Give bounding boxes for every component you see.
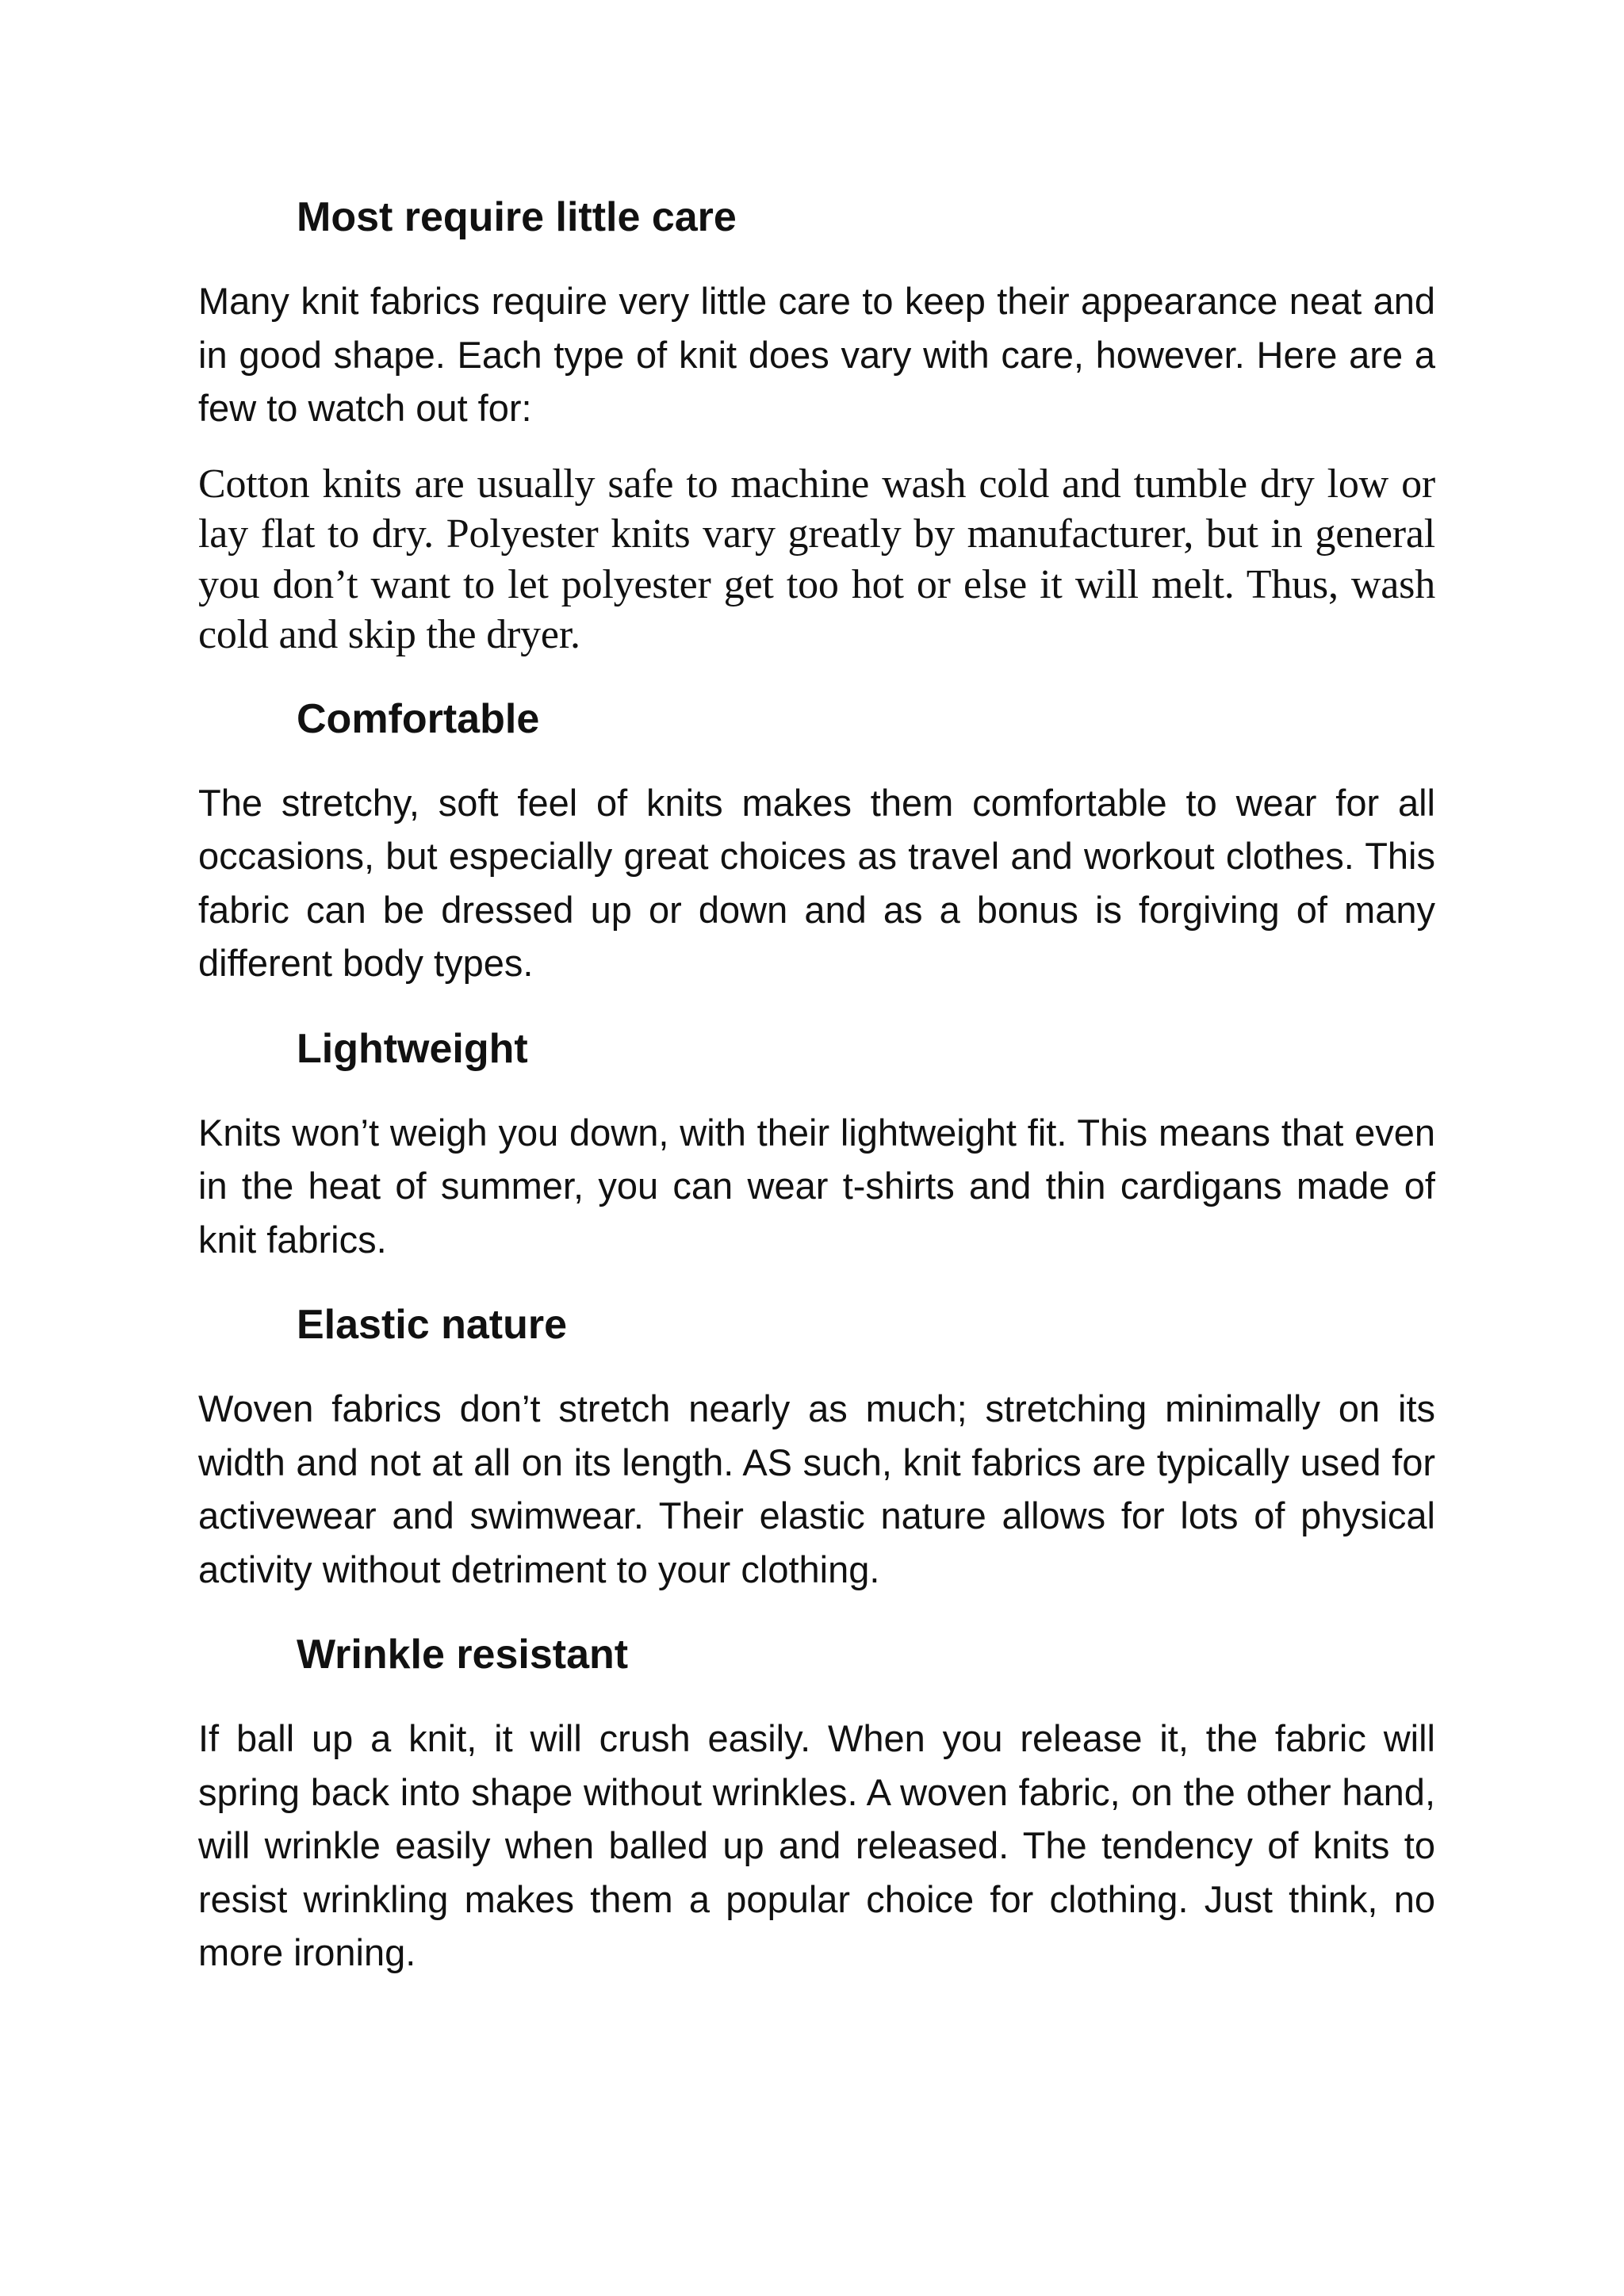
document-body bbox=[198, 190, 1435, 2011]
paragraph: Knits won’t weigh you down, with their lightweight fit. This means that even in the heat of summer, you can wear t-shirts and thin cardigans made of knit fabrics. bbox=[198, 1111, 1435, 1261]
section-lightweight bbox=[198, 1022, 1435, 1267]
section-heading: Comfortable bbox=[297, 695, 540, 742]
section-comfortable bbox=[198, 692, 1435, 990]
section-heading: Wrinkle resistant bbox=[297, 1632, 629, 1678]
section-heading: Most require little care bbox=[297, 194, 737, 240]
section-heading: Lightweight bbox=[297, 1025, 528, 1072]
section-wrinkle-resistant bbox=[198, 1628, 1435, 1980]
paragraph: Many knit fabrics require very little care to keep their appearance neat and in good shape. Each type of knit does vary with care, however. Here are a few to watch out for: bbox=[198, 280, 1435, 429]
paragraph: If ball up a knit, it will crush easily. When you release it, the fabric will spring back into shape without wrinkles. A woven fabric, on the other hand, will wrinkle easily when balled up and released. The tendency of knits to resist wrinkling makes them a popular choice for clothing. Just think, no more ironing. bbox=[198, 1717, 1435, 1973]
section-heading: Elastic nature bbox=[297, 1302, 568, 1348]
paragraph: The stretchy, soft feel of knits makes them comfortable to wear for all occasions, but especially great choices as travel and workout clothes. This fabric can be dressed up or down and as a bonus is forgiving of many different body types. bbox=[198, 781, 1435, 984]
section-elastic-nature bbox=[198, 1298, 1435, 1596]
paragraph: Woven fabrics don’t stretch nearly as much; stretching minimally on its width and not at all on its length. AS such, knit fabrics are typically used for activewear and swimwear. Their elastic nature allows for lots of physical activity without detriment to your clothing. bbox=[198, 1387, 1435, 1590]
section-little-care bbox=[198, 190, 1435, 660]
paragraph: Cotton knits are usually safe to machine wash cold and tumble dry low or lay flat to dry. Polyester knits vary greatly by manufacturer, but in general you don’t want to let polyester get too hot or else it will melt. Thus, wash cold and skip the dryer. bbox=[198, 461, 1435, 657]
